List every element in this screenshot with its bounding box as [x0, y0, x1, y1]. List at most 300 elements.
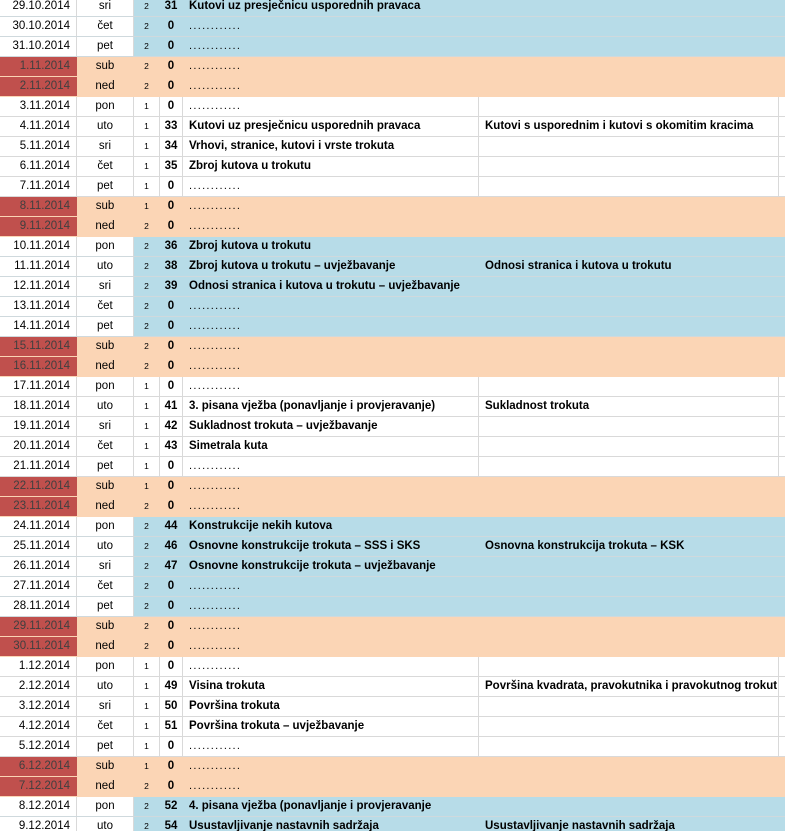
cell-lesson-topic-secondary[interactable] [479, 697, 779, 716]
cell-period[interactable]: 1 [134, 417, 160, 436]
cell-date[interactable]: 10.11.2014 [0, 237, 77, 256]
cell-period[interactable]: 2 [134, 637, 160, 656]
table-row[interactable] [0, 137, 785, 157]
cell-weekday[interactable]: ned [77, 217, 134, 236]
cell-period[interactable]: 2 [134, 17, 160, 36]
cell-lesson-topic-primary[interactable]: ............ [183, 17, 479, 36]
cell-lesson-topic-secondary[interactable] [479, 97, 779, 116]
cell-date[interactable]: 23.11.2014 [0, 497, 77, 516]
cell-lesson-number[interactable]: 52 [160, 797, 183, 816]
cell-lesson-topic-secondary[interactable] [479, 617, 779, 636]
cell-period[interactable]: 2 [134, 297, 160, 316]
cell-lesson-topic-secondary[interactable]: Usustavljivanje nastavnih sadržaja [479, 817, 779, 831]
cell-row-tail [779, 257, 785, 276]
cell-weekday[interactable]: čet [77, 577, 134, 596]
cell-lesson-number[interactable]: 51 [160, 717, 183, 736]
table-row[interactable] [0, 657, 785, 677]
table-row[interactable] [0, 477, 785, 497]
cell-lesson-number[interactable]: 33 [160, 117, 183, 136]
cell-lesson-topic-secondary[interactable]: Osnovna konstrukcija trokuta – KSK [479, 537, 779, 556]
cell-date[interactable]: 27.11.2014 [0, 577, 77, 596]
cell-lesson-number[interactable]: 0 [160, 577, 183, 596]
table-row[interactable] [0, 397, 785, 417]
cell-lesson-topic-primary[interactable]: ............ [183, 177, 479, 196]
cell-lesson-topic-primary[interactable]: ............ [183, 197, 479, 216]
cell-lesson-number[interactable]: 0 [160, 637, 183, 656]
cell-lesson-number[interactable]: 39 [160, 277, 183, 296]
cell-period[interactable]: 2 [134, 617, 160, 636]
table-row[interactable] [0, 577, 785, 597]
cell-date[interactable]: 1.11.2014 [0, 57, 77, 76]
cell-lesson-topic-secondary[interactable] [479, 417, 779, 436]
table-row[interactable] [0, 677, 785, 697]
cell-date[interactable]: 29.11.2014 [0, 617, 77, 636]
cell-lesson-topic-primary[interactable]: ............ [183, 577, 479, 596]
cell-lesson-topic-secondary[interactable] [479, 557, 779, 576]
cell-lesson-topic-primary[interactable]: Osnovne konstrukcije trokuta – SSS i SKS [183, 537, 479, 556]
cell-lesson-number[interactable]: 0 [160, 77, 183, 96]
cell-lesson-number[interactable]: 0 [160, 497, 183, 516]
cell-lesson-number[interactable]: 0 [160, 17, 183, 36]
cell-date[interactable]: 29.10.2014 [0, 0, 77, 16]
cell-weekday[interactable]: pon [77, 237, 134, 256]
table-row[interactable] [0, 557, 785, 577]
cell-weekday[interactable]: čet [77, 717, 134, 736]
cell-lesson-topic-primary[interactable]: Zbroj kutova u trokutu – uvježbavanje [183, 257, 479, 276]
cell-date[interactable]: 21.11.2014 [0, 457, 77, 476]
cell-period[interactable]: 2 [134, 277, 160, 296]
cell-weekday[interactable]: uto [77, 257, 134, 276]
cell-weekday[interactable]: čet [77, 437, 134, 456]
cell-lesson-number[interactable]: 0 [160, 757, 183, 776]
cell-lesson-topic-primary[interactable]: ............ [183, 497, 479, 516]
cell-lesson-topic-primary[interactable]: ............ [183, 477, 479, 496]
cell-period[interactable]: 1 [134, 437, 160, 456]
cell-lesson-topic-secondary[interactable] [479, 177, 779, 196]
cell-weekday[interactable]: sri [77, 417, 134, 436]
cell-period[interactable]: 2 [134, 597, 160, 616]
table-row[interactable] [0, 817, 785, 831]
cell-date[interactable]: 31.10.2014 [0, 37, 77, 56]
cell-period[interactable]: 1 [134, 737, 160, 756]
cell-lesson-number[interactable]: 46 [160, 537, 183, 556]
cell-weekday[interactable]: uto [77, 397, 134, 416]
cell-lesson-number[interactable]: 54 [160, 817, 183, 831]
cell-date[interactable]: 13.11.2014 [0, 297, 77, 316]
table-row[interactable] [0, 697, 785, 717]
cell-period[interactable]: 1 [134, 677, 160, 696]
cell-lesson-number[interactable]: 0 [160, 377, 183, 396]
cell-date[interactable]: 9.11.2014 [0, 217, 77, 236]
cell-period[interactable]: 2 [134, 497, 160, 516]
cell-lesson-topic-primary[interactable]: ............ [183, 757, 479, 776]
cell-lesson-topic-secondary[interactable]: Sukladnost trokuta [479, 397, 779, 416]
cell-weekday[interactable]: sri [77, 0, 134, 16]
cell-lesson-number[interactable]: 0 [160, 737, 183, 756]
cell-lesson-topic-primary[interactable]: ............ [183, 357, 479, 376]
table-row[interactable] [0, 57, 785, 77]
cell-lesson-number[interactable]: 31 [160, 0, 183, 16]
cell-lesson-topic-primary[interactable]: Simetrala kuta [183, 437, 479, 456]
cell-lesson-number[interactable]: 0 [160, 477, 183, 496]
cell-lesson-topic-primary[interactable]: ............ [183, 57, 479, 76]
table-row[interactable] [0, 497, 785, 517]
cell-lesson-topic-primary[interactable]: Zbroj kutova u trokutu [183, 237, 479, 256]
table-row[interactable] [0, 297, 785, 317]
cell-lesson-topic-primary[interactable]: ............ [183, 657, 479, 676]
table-row[interactable] [0, 717, 785, 737]
cell-lesson-topic-primary[interactable]: Površina trokuta [183, 697, 479, 716]
cell-weekday[interactable]: sub [77, 617, 134, 636]
cell-lesson-topic-secondary[interactable] [479, 317, 779, 336]
table-row[interactable] [0, 377, 785, 397]
cell-lesson-topic-primary[interactable]: ............ [183, 737, 479, 756]
table-row[interactable] [0, 757, 785, 777]
cell-lesson-topic-primary[interactable]: ............ [183, 777, 479, 796]
cell-period[interactable]: 2 [134, 537, 160, 556]
cell-lesson-topic-secondary[interactable] [479, 377, 779, 396]
cell-date[interactable]: 15.11.2014 [0, 337, 77, 356]
cell-period[interactable]: 2 [134, 0, 160, 16]
cell-lesson-number[interactable]: 43 [160, 437, 183, 456]
cell-lesson-number[interactable]: 36 [160, 237, 183, 256]
cell-period[interactable]: 2 [134, 797, 160, 816]
table-row[interactable] [0, 257, 785, 277]
cell-weekday[interactable]: pet [77, 37, 134, 56]
cell-date[interactable]: 6.11.2014 [0, 157, 77, 176]
table-row[interactable] [0, 237, 785, 257]
cell-date[interactable]: 1.12.2014 [0, 657, 77, 676]
cell-lesson-topic-primary[interactable]: ............ [183, 297, 479, 316]
table-row[interactable] [0, 437, 785, 457]
table-row[interactable] [0, 617, 785, 637]
cell-weekday[interactable]: ned [77, 357, 134, 376]
cell-lesson-number[interactable]: 0 [160, 177, 183, 196]
cell-lesson-topic-secondary[interactable] [479, 197, 779, 216]
table-row[interactable] [0, 17, 785, 37]
cell-lesson-topic-primary[interactable]: Odnosi stranica i kutova u trokutu – uvježbavanje [183, 277, 479, 296]
cell-period[interactable]: 2 [134, 257, 160, 276]
cell-date[interactable]: 28.11.2014 [0, 597, 77, 616]
cell-weekday[interactable]: pon [77, 97, 134, 116]
cell-weekday[interactable]: ned [77, 497, 134, 516]
cell-lesson-topic-secondary[interactable]: Kutovi s usporednim i kutovi s okomitim kracima [479, 117, 779, 136]
cell-lesson-topic-secondary[interactable] [479, 457, 779, 476]
cell-period[interactable]: 2 [134, 577, 160, 596]
cell-period[interactable]: 1 [134, 757, 160, 776]
cell-weekday[interactable]: sub [77, 477, 134, 496]
cell-date[interactable]: 26.11.2014 [0, 557, 77, 576]
cell-period[interactable]: 1 [134, 457, 160, 476]
cell-lesson-topic-primary[interactable]: Usustavljivanje nastavnih sadržaja [183, 817, 479, 831]
cell-lesson-topic-primary[interactable]: Kutovi uz presječnicu usporednih pravaca [183, 117, 479, 136]
cell-period[interactable]: 1 [134, 177, 160, 196]
cell-lesson-topic-primary[interactable]: Zbroj kutova u trokutu [183, 157, 479, 176]
cell-lesson-topic-secondary[interactable] [479, 17, 779, 36]
cell-weekday[interactable]: čet [77, 297, 134, 316]
cell-period[interactable]: 2 [134, 77, 160, 96]
cell-lesson-topic-secondary[interactable] [479, 477, 779, 496]
cell-lesson-topic-secondary[interactable] [479, 137, 779, 156]
cell-date[interactable]: 20.11.2014 [0, 437, 77, 456]
cell-period[interactable]: 1 [134, 657, 160, 676]
table-row[interactable] [0, 217, 785, 237]
cell-weekday[interactable]: sri [77, 557, 134, 576]
cell-weekday[interactable]: sri [77, 137, 134, 156]
cell-weekday[interactable]: uto [77, 537, 134, 556]
table-row[interactable] [0, 737, 785, 757]
cell-lesson-topic-secondary[interactable] [479, 77, 779, 96]
cell-lesson-topic-primary[interactable]: ............ [183, 317, 479, 336]
cell-lesson-topic-primary[interactable]: ............ [183, 617, 479, 636]
cell-lesson-topic-primary[interactable]: Kutovi uz presječnicu usporednih pravaca [183, 0, 479, 16]
cell-weekday[interactable]: ned [77, 777, 134, 796]
cell-lesson-number[interactable]: 0 [160, 357, 183, 376]
cell-lesson-topic-secondary[interactable] [479, 657, 779, 676]
cell-lesson-topic-secondary[interactable] [479, 797, 779, 816]
cell-lesson-topic-secondary[interactable] [479, 777, 779, 796]
cell-lesson-number[interactable]: 0 [160, 297, 183, 316]
cell-period[interactable]: 2 [134, 817, 160, 831]
cell-lesson-number[interactable]: 41 [160, 397, 183, 416]
cell-lesson-topic-primary[interactable]: 3. pisana vježba (ponavljanje i provjeravanje) [183, 397, 479, 416]
cell-weekday[interactable]: pet [77, 597, 134, 616]
table-row[interactable] [0, 797, 785, 817]
cell-period[interactable]: 2 [134, 357, 160, 376]
cell-weekday[interactable]: uto [77, 817, 134, 831]
cell-period[interactable]: 2 [134, 317, 160, 336]
cell-lesson-topic-secondary[interactable]: Odnosi stranica i kutova u trokutu [479, 257, 779, 276]
table-row[interactable] [0, 337, 785, 357]
cell-date[interactable]: 18.11.2014 [0, 397, 77, 416]
cell-lesson-number[interactable]: 0 [160, 597, 183, 616]
cell-date[interactable]: 3.12.2014 [0, 697, 77, 716]
cell-lesson-number[interactable]: 42 [160, 417, 183, 436]
cell-lesson-topic-secondary[interactable] [479, 57, 779, 76]
table-row[interactable] [0, 97, 785, 117]
cell-period[interactable]: 1 [134, 117, 160, 136]
cell-weekday[interactable]: ned [77, 637, 134, 656]
cell-date[interactable]: 4.11.2014 [0, 117, 77, 136]
cell-weekday[interactable]: sub [77, 337, 134, 356]
cell-date[interactable]: 25.11.2014 [0, 537, 77, 556]
cell-lesson-topic-secondary[interactable] [479, 357, 779, 376]
cell-period[interactable]: 1 [134, 717, 160, 736]
cell-lesson-topic-secondary[interactable] [479, 597, 779, 616]
cell-period[interactable]: 2 [134, 57, 160, 76]
table-row[interactable] [0, 177, 785, 197]
cell-period[interactable]: 1 [134, 97, 160, 116]
cell-row-tail [779, 497, 785, 516]
table-row[interactable] [0, 197, 785, 217]
cell-weekday[interactable]: čet [77, 17, 134, 36]
cell-lesson-topic-secondary[interactable] [479, 337, 779, 356]
cell-lesson-topic-secondary[interactable] [479, 437, 779, 456]
cell-date[interactable]: 11.11.2014 [0, 257, 77, 276]
table-row[interactable] [0, 317, 785, 337]
cell-lesson-topic-primary[interactable]: ............ [183, 377, 479, 396]
cell-date[interactable]: 14.11.2014 [0, 317, 77, 336]
cell-lesson-topic-primary[interactable]: Osnovne konstrukcije trokuta – uvježbavanje [183, 557, 479, 576]
table-row[interactable] [0, 157, 785, 177]
cell-date[interactable]: 12.11.2014 [0, 277, 77, 296]
cell-date[interactable]: 5.11.2014 [0, 137, 77, 156]
cell-period[interactable]: 2 [134, 37, 160, 56]
cell-weekday[interactable]: sri [77, 697, 134, 716]
cell-period[interactable]: 1 [134, 377, 160, 396]
table-row[interactable] [0, 637, 785, 657]
cell-period[interactable]: 1 [134, 157, 160, 176]
cell-period[interactable]: 2 [134, 237, 160, 256]
cell-lesson-topic-secondary[interactable] [479, 517, 779, 536]
cell-date[interactable]: 17.11.2014 [0, 377, 77, 396]
cell-period[interactable]: 2 [134, 557, 160, 576]
cell-lesson-number[interactable]: 0 [160, 457, 183, 476]
cell-lesson-topic-secondary[interactable] [479, 717, 779, 736]
cell-lesson-topic-secondary[interactable]: Površina kvadrata, pravokutnika i pravokutnog trokut [479, 677, 779, 696]
cell-lesson-number[interactable]: 0 [160, 337, 183, 356]
table-row[interactable] [0, 417, 785, 437]
cell-lesson-topic-primary[interactable]: ............ [183, 457, 479, 476]
cell-period[interactable]: 2 [134, 777, 160, 796]
cell-lesson-topic-secondary[interactable] [479, 37, 779, 56]
cell-period[interactable]: 1 [134, 197, 160, 216]
cell-weekday[interactable]: sub [77, 57, 134, 76]
cell-lesson-number[interactable]: 50 [160, 697, 183, 716]
cell-lesson-topic-primary[interactable]: ............ [183, 77, 479, 96]
cell-date[interactable]: 19.11.2014 [0, 417, 77, 436]
cell-lesson-topic-secondary[interactable] [479, 737, 779, 756]
cell-lesson-topic-primary[interactable]: Površina trokuta – uvježbavanje [183, 717, 479, 736]
cell-weekday[interactable]: pon [77, 517, 134, 536]
cell-date[interactable]: 16.11.2014 [0, 357, 77, 376]
table-row[interactable] [0, 77, 785, 97]
cell-date[interactable]: 4.12.2014 [0, 717, 77, 736]
cell-date[interactable]: 3.11.2014 [0, 97, 77, 116]
cell-period[interactable]: 1 [134, 697, 160, 716]
cell-weekday[interactable]: uto [77, 677, 134, 696]
cell-weekday[interactable]: pon [77, 377, 134, 396]
cell-row-tail [779, 537, 785, 556]
cell-period[interactable]: 1 [134, 477, 160, 496]
table-row[interactable] [0, 277, 785, 297]
cell-lesson-topic-primary[interactable]: Vrhovi, stranice, kutovi i vrste trokuta [183, 137, 479, 156]
cell-lesson-number[interactable]: 0 [160, 197, 183, 216]
cell-lesson-topic-secondary[interactable] [479, 577, 779, 596]
cell-period[interactable]: 2 [134, 217, 160, 236]
cell-lesson-topic-primary[interactable]: ............ [183, 37, 479, 56]
cell-lesson-number[interactable]: 0 [160, 217, 183, 236]
cell-lesson-number[interactable]: 0 [160, 317, 183, 336]
cell-date[interactable]: 30.11.2014 [0, 637, 77, 656]
cell-lesson-topic-secondary[interactable] [479, 637, 779, 656]
cell-date[interactable]: 6.12.2014 [0, 757, 77, 776]
cell-period[interactable]: 2 [134, 517, 160, 536]
cell-row-tail [779, 77, 785, 96]
cell-row-tail [779, 337, 785, 356]
cell-weekday[interactable]: sub [77, 757, 134, 776]
cell-lesson-topic-primary[interactable]: ............ [183, 597, 479, 616]
cell-date[interactable]: 2.12.2014 [0, 677, 77, 696]
cell-date[interactable]: 7.11.2014 [0, 177, 77, 196]
cell-lesson-number[interactable]: 0 [160, 657, 183, 676]
cell-lesson-topic-primary[interactable]: ............ [183, 97, 479, 116]
cell-weekday[interactable]: uto [77, 117, 134, 136]
cell-weekday[interactable]: sub [77, 197, 134, 216]
cell-lesson-topic-primary[interactable]: ............ [183, 217, 479, 236]
cell-weekday[interactable]: pet [77, 737, 134, 756]
table-row[interactable] [0, 0, 785, 17]
cell-date[interactable]: 8.11.2014 [0, 197, 77, 216]
cell-weekday[interactable]: pet [77, 317, 134, 336]
cell-date[interactable]: 8.12.2014 [0, 797, 77, 816]
table-row[interactable] [0, 37, 785, 57]
table-row[interactable] [0, 537, 785, 557]
table-row[interactable] [0, 517, 785, 537]
cell-weekday[interactable]: pet [77, 177, 134, 196]
cell-lesson-topic-primary[interactable]: Sukladnost trokuta – uvježbavanje [183, 417, 479, 436]
cell-weekday[interactable]: čet [77, 157, 134, 176]
cell-lesson-number[interactable]: 35 [160, 157, 183, 176]
cell-weekday[interactable]: pet [77, 457, 134, 476]
table-row[interactable] [0, 117, 785, 137]
cell-weekday[interactable]: pon [77, 797, 134, 816]
cell-date[interactable]: 5.12.2014 [0, 737, 77, 756]
cell-lesson-topic-secondary[interactable] [479, 157, 779, 176]
table-row[interactable] [0, 457, 785, 477]
cell-period[interactable]: 1 [134, 397, 160, 416]
cell-lesson-topic-secondary[interactable] [479, 297, 779, 316]
cell-lesson-topic-secondary[interactable] [479, 237, 779, 256]
cell-lesson-topic-primary[interactable]: ............ [183, 337, 479, 356]
table-row[interactable] [0, 777, 785, 797]
cell-lesson-number[interactable]: 0 [160, 777, 183, 796]
table-row[interactable] [0, 357, 785, 377]
cell-lesson-topic-secondary[interactable] [479, 497, 779, 516]
cell-lesson-topic-primary[interactable]: Visina trokuta [183, 677, 479, 696]
cell-date[interactable]: 24.11.2014 [0, 517, 77, 536]
cell-date[interactable]: 7.12.2014 [0, 777, 77, 796]
cell-date[interactable]: 9.12.2014 [0, 817, 77, 831]
cell-lesson-number[interactable]: 0 [160, 617, 183, 636]
cell-lesson-topic-secondary[interactable] [479, 757, 779, 776]
cell-period[interactable]: 2 [134, 337, 160, 356]
cell-lesson-topic-primary[interactable]: Konstrukcije nekih kutova [183, 517, 479, 536]
cell-lesson-topic-secondary[interactable] [479, 0, 779, 16]
cell-lesson-number[interactable]: 34 [160, 137, 183, 156]
cell-lesson-topic-secondary[interactable] [479, 217, 779, 236]
cell-date[interactable]: 22.11.2014 [0, 477, 77, 496]
cell-lesson-topic-primary[interactable]: 4. pisana vježba (ponavljanje i provjeravanje [183, 797, 479, 816]
table-row[interactable] [0, 597, 785, 617]
cell-lesson-number[interactable]: 0 [160, 57, 183, 76]
cell-weekday[interactable]: ned [77, 77, 134, 96]
cell-date[interactable]: 2.11.2014 [0, 77, 77, 96]
cell-lesson-number[interactable]: 44 [160, 517, 183, 536]
cell-lesson-number[interactable]: 47 [160, 557, 183, 576]
cell-weekday[interactable]: sri [77, 277, 134, 296]
cell-weekday[interactable]: pon [77, 657, 134, 676]
cell-lesson-number[interactable]: 0 [160, 97, 183, 116]
cell-period[interactable]: 1 [134, 137, 160, 156]
cell-row-tail [779, 737, 785, 756]
cell-lesson-topic-secondary[interactable] [479, 277, 779, 296]
cell-date[interactable]: 30.10.2014 [0, 17, 77, 36]
cell-lesson-number[interactable]: 49 [160, 677, 183, 696]
cell-lesson-topic-primary[interactable]: ............ [183, 637, 479, 656]
cell-lesson-number[interactable]: 0 [160, 37, 183, 56]
cell-lesson-number[interactable]: 38 [160, 257, 183, 276]
